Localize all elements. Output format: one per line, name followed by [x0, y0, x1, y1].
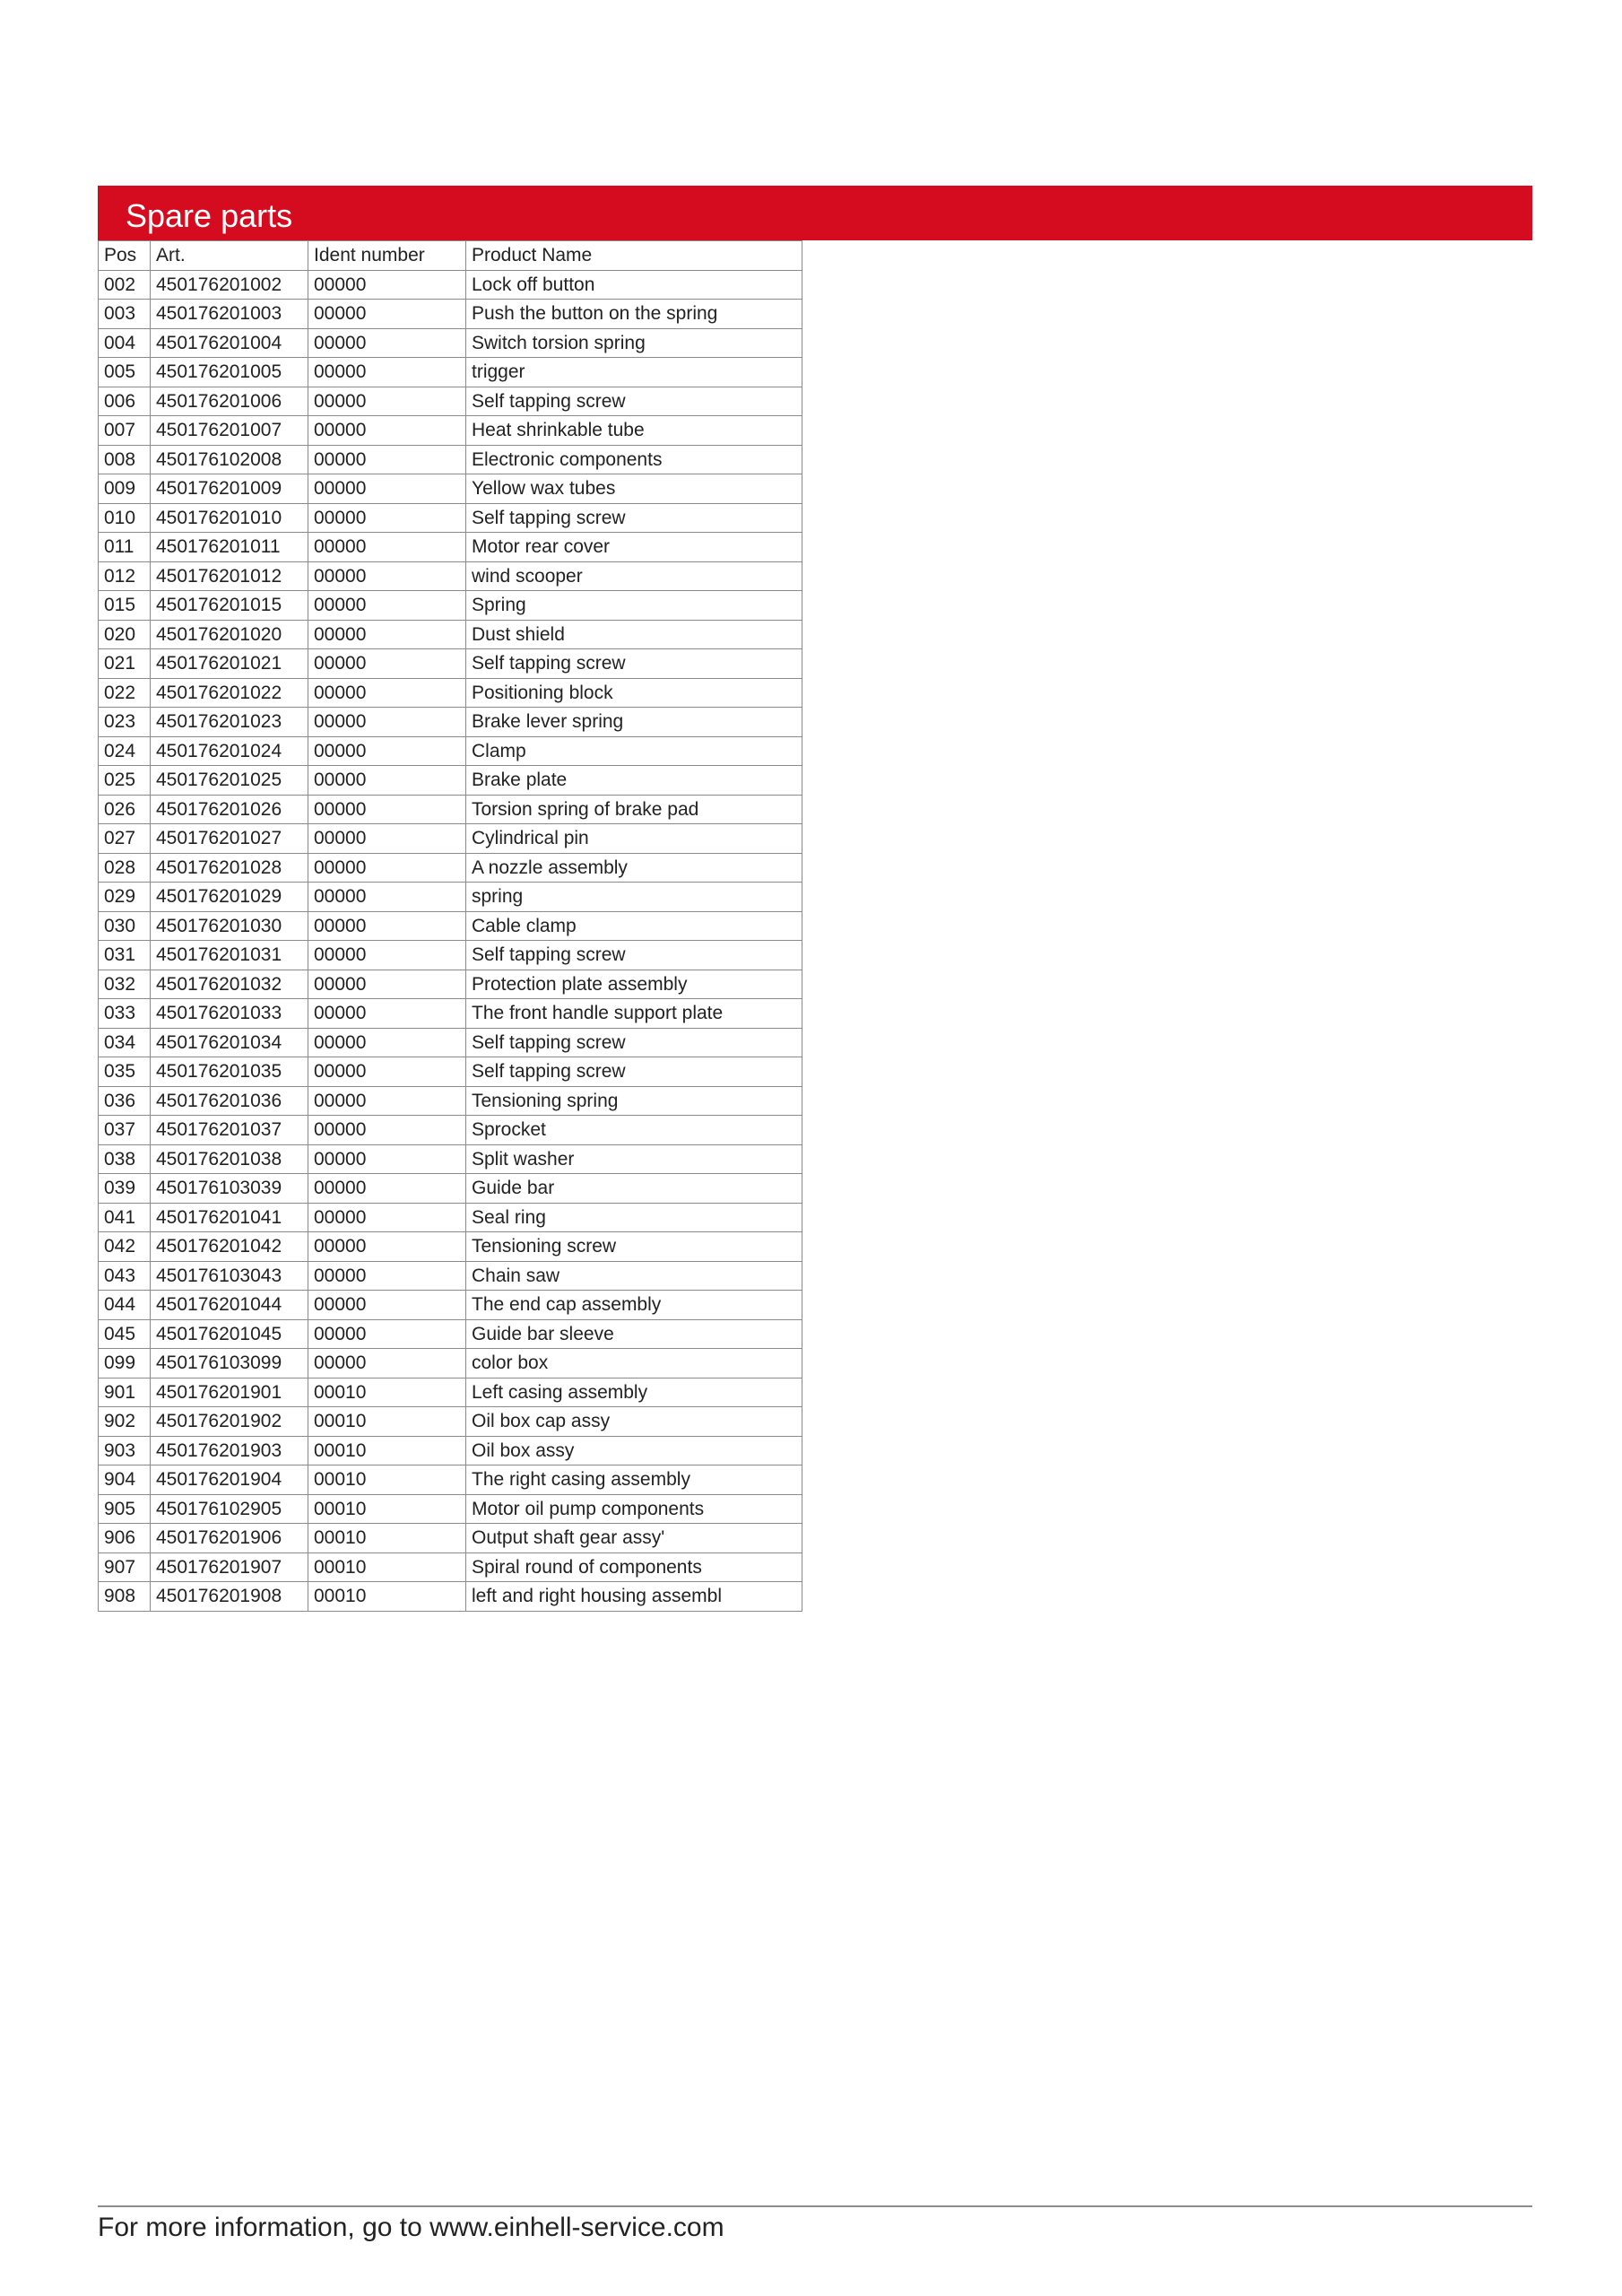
- cell-pos: 011: [99, 533, 151, 562]
- cell-ident-number: 00000: [308, 795, 466, 824]
- table-row: [99, 795, 802, 824]
- cell-pos: 012: [99, 561, 151, 591]
- cell-art: 450176201015: [151, 591, 308, 621]
- cell-ident-number: 00000: [308, 824, 466, 854]
- cell-art: 450176201006: [151, 387, 308, 416]
- cell-ident-number: 00000: [308, 474, 466, 504]
- cell-pos: 034: [99, 1028, 151, 1057]
- cell-art: 450176201038: [151, 1144, 308, 1174]
- cell-ident-number: 00010: [308, 1494, 466, 1524]
- table-body: [99, 270, 802, 1611]
- table-row: [99, 1407, 802, 1437]
- cell-art: 450176201032: [151, 970, 308, 999]
- cell-product-name: The end cap assembly: [466, 1291, 802, 1320]
- cell-ident-number: 00010: [308, 1436, 466, 1465]
- cell-pos: 099: [99, 1349, 151, 1378]
- cell-pos: 044: [99, 1291, 151, 1320]
- table-row: [99, 1349, 802, 1378]
- cell-pos: 024: [99, 736, 151, 766]
- cell-pos: 031: [99, 941, 151, 970]
- cell-ident-number: 00000: [308, 1144, 466, 1174]
- cell-ident-number: 00000: [308, 853, 466, 883]
- cell-art: 450176201004: [151, 328, 308, 358]
- cell-product-name: Yellow wax tubes: [466, 474, 802, 504]
- cell-pos: 036: [99, 1086, 151, 1116]
- table-row: [99, 1174, 802, 1204]
- cell-art: 450176103043: [151, 1261, 308, 1291]
- cell-ident-number: 00000: [308, 1203, 466, 1232]
- table-row: [99, 503, 802, 533]
- spare-parts-table: [98, 240, 802, 1612]
- cell-art: 450176201026: [151, 795, 308, 824]
- cell-pos: 042: [99, 1232, 151, 1262]
- table-row: [99, 999, 802, 1029]
- cell-ident-number: 00000: [308, 387, 466, 416]
- cell-pos: 027: [99, 824, 151, 854]
- cell-art: 450176201030: [151, 911, 308, 941]
- cell-product-name: Self tapping screw: [466, 649, 802, 679]
- cell-art: 450176201022: [151, 678, 308, 708]
- cell-ident-number: 00010: [308, 1552, 466, 1582]
- cell-pos: 904: [99, 1465, 151, 1495]
- cell-product-name: The front handle support plate: [466, 999, 802, 1029]
- cell-ident-number: 00000: [308, 1028, 466, 1057]
- cell-art: 450176201908: [151, 1582, 308, 1612]
- cell-art: 450176201034: [151, 1028, 308, 1057]
- table-row: [99, 1144, 802, 1174]
- table-row: [99, 1436, 802, 1465]
- cell-art: 450176201010: [151, 503, 308, 533]
- cell-pos: 015: [99, 591, 151, 621]
- cell-pos: 045: [99, 1319, 151, 1349]
- cell-pos: 008: [99, 445, 151, 474]
- cell-product-name: Positioning block: [466, 678, 802, 708]
- cell-product-name: Left casing assembly: [466, 1378, 802, 1407]
- cell-art: 450176201031: [151, 941, 308, 970]
- cell-art: 450176201042: [151, 1232, 308, 1262]
- table-row: [99, 358, 802, 387]
- table-row: [99, 328, 802, 358]
- cell-ident-number: 00000: [308, 941, 466, 970]
- cell-product-name: Spiral round of components: [466, 1552, 802, 1582]
- cell-pos: 020: [99, 620, 151, 649]
- cell-pos: 903: [99, 1436, 151, 1465]
- table-row: [99, 445, 802, 474]
- cell-pos: 028: [99, 853, 151, 883]
- cell-ident-number: 00000: [308, 561, 466, 591]
- cell-product-name: Guide bar: [466, 1174, 802, 1204]
- cell-art: 450176201901: [151, 1378, 308, 1407]
- table-row: [99, 1494, 802, 1524]
- table-row: [99, 270, 802, 300]
- table-row: [99, 591, 802, 621]
- cell-ident-number: 00010: [308, 1524, 466, 1553]
- table-row: [99, 883, 802, 912]
- table-row: [99, 1378, 802, 1407]
- cell-product-name: Self tapping screw: [466, 387, 802, 416]
- cell-product-name: Sprocket: [466, 1116, 802, 1145]
- cell-art: 450176201035: [151, 1057, 308, 1087]
- cell-art: 450176201906: [151, 1524, 308, 1553]
- cell-product-name: Seal ring: [466, 1203, 802, 1232]
- header-product-name: Product Name: [466, 241, 802, 271]
- cell-art: 450176201021: [151, 649, 308, 679]
- cell-ident-number: 00010: [308, 1582, 466, 1612]
- table-row: [99, 1203, 802, 1232]
- cell-art: 450176201037: [151, 1116, 308, 1145]
- table-row: [99, 533, 802, 562]
- table-row: [99, 387, 802, 416]
- cell-pos: 007: [99, 416, 151, 446]
- cell-product-name: Dust shield: [466, 620, 802, 649]
- cell-ident-number: 00000: [308, 999, 466, 1029]
- cell-pos: 035: [99, 1057, 151, 1087]
- cell-art: 450176201028: [151, 853, 308, 883]
- cell-pos: 006: [99, 387, 151, 416]
- table-row: [99, 678, 802, 708]
- cell-art: 450176201007: [151, 416, 308, 446]
- table-row: [99, 1524, 802, 1553]
- table-row: [99, 300, 802, 329]
- table-row: [99, 1319, 802, 1349]
- cell-pos: 038: [99, 1144, 151, 1174]
- cell-product-name: Cylindrical pin: [466, 824, 802, 854]
- cell-pos: 037: [99, 1116, 151, 1145]
- cell-product-name: Brake plate: [466, 766, 802, 796]
- cell-pos: 907: [99, 1552, 151, 1582]
- cell-product-name: Tensioning screw: [466, 1232, 802, 1262]
- cell-product-name: Heat shrinkable tube: [466, 416, 802, 446]
- cell-pos: 025: [99, 766, 151, 796]
- cell-art: 450176201012: [151, 561, 308, 591]
- cell-art: 450176102008: [151, 445, 308, 474]
- table-row: [99, 416, 802, 446]
- cell-product-name: Split washer: [466, 1144, 802, 1174]
- cell-product-name: trigger: [466, 358, 802, 387]
- cell-product-name: color box: [466, 1349, 802, 1378]
- cell-art: 450176201024: [151, 736, 308, 766]
- table-row: [99, 1552, 802, 1582]
- cell-ident-number: 00000: [308, 736, 466, 766]
- cell-product-name: Spring: [466, 591, 802, 621]
- cell-ident-number: 00000: [308, 649, 466, 679]
- cell-ident-number: 00010: [308, 1378, 466, 1407]
- cell-ident-number: 00000: [308, 358, 466, 387]
- cell-product-name: Tensioning spring: [466, 1086, 802, 1116]
- cell-pos: 003: [99, 300, 151, 329]
- section-title: Spare parts: [126, 197, 293, 234]
- cell-product-name: Self tapping screw: [466, 941, 802, 970]
- table-row: [99, 1291, 802, 1320]
- header-art: Art.: [151, 241, 308, 271]
- table-row: [99, 474, 802, 504]
- cell-ident-number: 00000: [308, 766, 466, 796]
- cell-art: 450176201027: [151, 824, 308, 854]
- cell-art: 450176201902: [151, 1407, 308, 1437]
- cell-product-name: left and right housing assembl: [466, 1582, 802, 1612]
- cell-art: 450176201904: [151, 1465, 308, 1495]
- cell-ident-number: 00000: [308, 883, 466, 912]
- cell-art: 450176201002: [151, 270, 308, 300]
- table-row: [99, 911, 802, 941]
- cell-ident-number: 00000: [308, 970, 466, 999]
- cell-art: 450176201003: [151, 300, 308, 329]
- cell-product-name: Self tapping screw: [466, 503, 802, 533]
- cell-art: 450176201009: [151, 474, 308, 504]
- cell-ident-number: 00000: [308, 708, 466, 737]
- cell-art: 450176201033: [151, 999, 308, 1029]
- cell-product-name: Oil box cap assy: [466, 1407, 802, 1437]
- header-pos: Pos: [99, 241, 151, 271]
- cell-pos: 029: [99, 883, 151, 912]
- cell-art: 450176201025: [151, 766, 308, 796]
- cell-pos: 901: [99, 1378, 151, 1407]
- table-header-row: [99, 241, 802, 271]
- cell-product-name: spring: [466, 883, 802, 912]
- cell-ident-number: 00000: [308, 591, 466, 621]
- cell-product-name: Protection plate assembly: [466, 970, 802, 999]
- cell-product-name: Push the button on the spring: [466, 300, 802, 329]
- cell-pos: 039: [99, 1174, 151, 1204]
- cell-art: 450176103039: [151, 1174, 308, 1204]
- cell-ident-number: 00000: [308, 1319, 466, 1349]
- cell-ident-number: 00000: [308, 678, 466, 708]
- cell-product-name: Output shaft gear assy': [466, 1524, 802, 1553]
- cell-ident-number: 00000: [308, 503, 466, 533]
- cell-product-name: Guide bar sleeve: [466, 1319, 802, 1349]
- cell-ident-number: 00000: [308, 1261, 466, 1291]
- cell-product-name: Motor rear cover: [466, 533, 802, 562]
- cell-ident-number: 00000: [308, 416, 466, 446]
- cell-product-name: Motor oil pump components: [466, 1494, 802, 1524]
- table-row: [99, 1232, 802, 1262]
- cell-pos: 021: [99, 649, 151, 679]
- cell-art: 450176201041: [151, 1203, 308, 1232]
- cell-product-name: The right casing assembly: [466, 1465, 802, 1495]
- cell-art: 450176201029: [151, 883, 308, 912]
- cell-product-name: Cable clamp: [466, 911, 802, 941]
- cell-pos: 905: [99, 1494, 151, 1524]
- cell-product-name: Switch torsion spring: [466, 328, 802, 358]
- cell-art: 450176102905: [151, 1494, 308, 1524]
- cell-art: 450176201907: [151, 1552, 308, 1582]
- cell-pos: 030: [99, 911, 151, 941]
- cell-art: 450176201903: [151, 1436, 308, 1465]
- cell-product-name: Lock off button: [466, 270, 802, 300]
- section-header-banner: [98, 186, 1532, 240]
- table-row: [99, 1028, 802, 1057]
- table-row: [99, 970, 802, 999]
- cell-pos: 023: [99, 708, 151, 737]
- table-row: [99, 1086, 802, 1116]
- table-row: [99, 766, 802, 796]
- cell-ident-number: 00000: [308, 1057, 466, 1087]
- cell-ident-number: 00000: [308, 445, 466, 474]
- cell-art: 450176201023: [151, 708, 308, 737]
- cell-art: 450176201036: [151, 1086, 308, 1116]
- cell-pos: 005: [99, 358, 151, 387]
- header-ident-number: Ident number: [308, 241, 466, 271]
- cell-ident-number: 00000: [308, 533, 466, 562]
- cell-product-name: Oil box assy: [466, 1436, 802, 1465]
- cell-pos: 032: [99, 970, 151, 999]
- footer-divider: [98, 2205, 1532, 2207]
- cell-product-name: Chain saw: [466, 1261, 802, 1291]
- table-row: [99, 1116, 802, 1145]
- table-row: [99, 853, 802, 883]
- cell-pos: 009: [99, 474, 151, 504]
- cell-product-name: Clamp: [466, 736, 802, 766]
- cell-product-name: A nozzle assembly: [466, 853, 802, 883]
- cell-pos: 908: [99, 1582, 151, 1612]
- table-row: [99, 1261, 802, 1291]
- cell-product-name: Self tapping screw: [466, 1057, 802, 1087]
- cell-pos: 033: [99, 999, 151, 1029]
- cell-art: 450176103099: [151, 1349, 308, 1378]
- cell-pos: 041: [99, 1203, 151, 1232]
- footer-info-text: For more information, go to www.einhell-service.com: [98, 2213, 724, 2242]
- cell-ident-number: 00000: [308, 270, 466, 300]
- cell-ident-number: 00000: [308, 1116, 466, 1145]
- cell-pos: 906: [99, 1524, 151, 1553]
- cell-pos: 902: [99, 1407, 151, 1437]
- cell-ident-number: 00000: [308, 1086, 466, 1116]
- cell-pos: 022: [99, 678, 151, 708]
- table-row: [99, 824, 802, 854]
- cell-ident-number: 00000: [308, 620, 466, 649]
- cell-product-name: Self tapping screw: [466, 1028, 802, 1057]
- cell-art: 450176201045: [151, 1319, 308, 1349]
- cell-pos: 026: [99, 795, 151, 824]
- cell-ident-number: 00000: [308, 1174, 466, 1204]
- cell-ident-number: 00000: [308, 300, 466, 329]
- cell-product-name: Torsion spring of brake pad: [466, 795, 802, 824]
- cell-ident-number: 00000: [308, 1349, 466, 1378]
- cell-art: 450176201020: [151, 620, 308, 649]
- table-row: [99, 649, 802, 679]
- cell-ident-number: 00010: [308, 1407, 466, 1437]
- table-row: [99, 1465, 802, 1495]
- cell-art: 450176201044: [151, 1291, 308, 1320]
- table-row: [99, 708, 802, 737]
- table-row: [99, 1582, 802, 1612]
- cell-product-name: Brake lever spring: [466, 708, 802, 737]
- cell-ident-number: 00000: [308, 911, 466, 941]
- cell-pos: 010: [99, 503, 151, 533]
- cell-art: 450176201005: [151, 358, 308, 387]
- cell-ident-number: 00000: [308, 1291, 466, 1320]
- cell-ident-number: 00000: [308, 328, 466, 358]
- cell-product-name: wind scooper: [466, 561, 802, 591]
- cell-pos: 002: [99, 270, 151, 300]
- table-row: [99, 620, 802, 649]
- cell-art: 450176201011: [151, 533, 308, 562]
- cell-pos: 043: [99, 1261, 151, 1291]
- cell-product-name: Electronic components: [466, 445, 802, 474]
- table-row: [99, 1057, 802, 1087]
- table-row: [99, 941, 802, 970]
- cell-pos: 004: [99, 328, 151, 358]
- cell-ident-number: 00010: [308, 1465, 466, 1495]
- table-row: [99, 561, 802, 591]
- table-row: [99, 736, 802, 766]
- cell-ident-number: 00000: [308, 1232, 466, 1262]
